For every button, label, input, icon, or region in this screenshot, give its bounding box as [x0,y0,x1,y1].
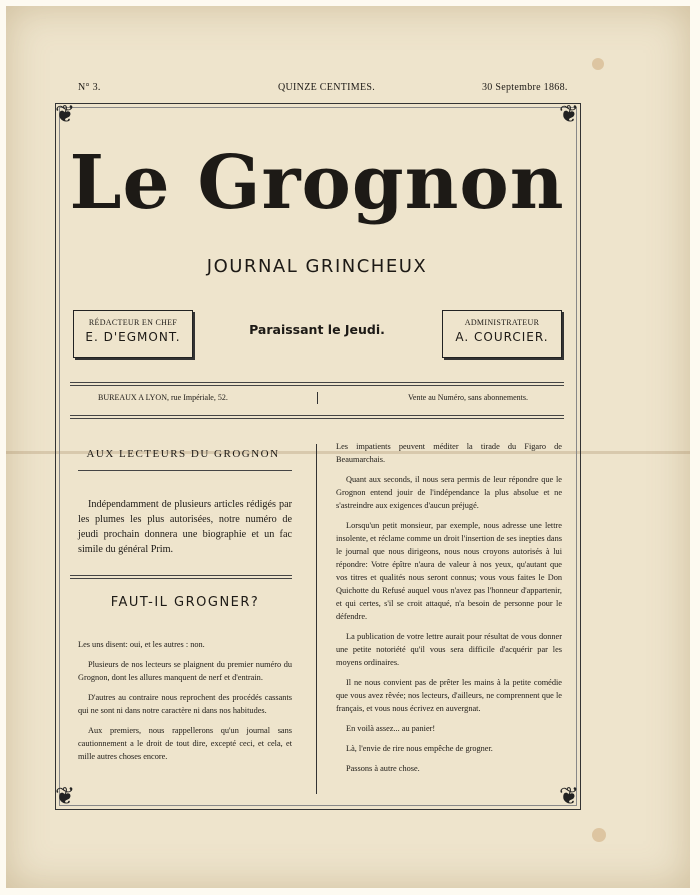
notice-title: AUX LECTEURS DU GROGNON [86,448,280,460]
article-paragraph: Les uns disent: oui, et les autres : non. [78,640,205,649]
divider-rule [70,418,564,419]
sales-info: Vente au Numéro, sans abonnements. [408,393,528,402]
divider-rule [70,385,564,386]
masthead-subtitle: JOURNAL GRINCHEUX [206,256,428,277]
administrator-name: A. COURCIER. [455,330,549,344]
article-paragraph: Lorsqu'un petit monsieur, par exemple, nous adresse une lettre insolente, et réclame comme un droit l'insertion de ses inepties dans le journal que nous dirigeons, nous nous croyons autorisés à lui répondre: Votre épître n'aura de valeur à nos yeux, qu'autant que vos titres et qualités nous seront connus; vous vous faites le Don Quichotte du Refusé auquel vous n'avez pas l'honneur d'appartenir, et qui certes, s'il se croit attaqué, n'a besoin de personne pour le défendre. [336,521,562,621]
divider-rule [70,575,292,576]
corner-ornament-icon: ❦ [558,102,580,128]
article-paragraph: Là, l'envie de rire nous empêche de grogner. [346,744,493,753]
publication-frequency: Paraissant le Jeudi. [249,322,385,337]
divider-rule [70,578,292,579]
article-paragraph: Il ne nous convient pas de prêter les mains à la petite comédie que vous avez rêvée; nos lecteurs, d'ailleurs, ne comprennent que le français, et vous nous écrivez en auvergnat. [336,678,562,713]
offices-address: BUREAUX A LYON, rue Impériale, 52. [98,393,228,402]
notice-text: Indépendamment de plusieurs articles rédigés par les plumes les plus autorisées, notre numéro de jeudi prochain donnera une biographie et un fac simile du général Prim. [78,499,292,555]
editor-name: E. D'EGMONT. [85,330,181,344]
article-paragraph: Plusieurs de nos lecteurs se plaignent du premier numéro du Grognon, dont les allures manquent de nerf et d'entrain. [78,660,292,682]
editor-label: RÉDACTEUR EN CHEF [88,318,178,327]
issue-price: QUINZE CENTIMES. [278,82,376,93]
divider-rule [78,470,292,471]
left-article-body [78,638,292,770]
corner-ornament-icon: ❦ [558,784,580,810]
article-paragraph: D'autres au contraire nous reprochent des procédés cassants qui ne sont ni dans notre caractère ni dans nos habitudes. [78,693,292,715]
right-article-body [336,440,562,782]
article-paragraph: En voilà assez... au panier! [346,724,436,733]
corner-ornament-icon: ❦ [54,784,76,810]
article-title: FAUT-IL GROGNER? [110,595,260,610]
article-paragraph: Passons à autre chose. [346,764,420,773]
paper-stain [592,58,604,70]
masthead-title: Le Grognon [69,140,565,226]
corner-ornament-icon: ❦ [54,102,76,128]
divider-rule [70,382,564,383]
article-paragraph: Les impatients peuvent méditer la tirade du Figaro de Beaumarchais. [336,442,562,464]
issue-number: N° 3. [78,82,101,93]
editor-box [73,310,193,358]
divider-rule [70,415,564,416]
column-separator [316,444,317,794]
article-paragraph: Aux premiers, nous rappellerons qu'un journal sans cautionnement a le droit de tout dire, excepté ceci, et cela, et mille autres choses encore. [78,726,292,761]
administrator-box [442,310,562,358]
issue-date: 30 Septembre 1868. [482,82,568,93]
administrator-label: ADMINISTRATEUR [464,318,540,327]
info-separator [317,392,318,404]
paper-stain [592,828,606,842]
article-paragraph: Quant aux seconds, il nous sera permis de leur répondre que le Grognon entend jouir de l'indépendance la plus absolue et ne s'astreindre aux exigences d'aucun préjugé. [336,475,562,510]
article-paragraph: La publication de votre lettre aurait pour résultat de vous donner une petite notoriété qu'il vous sera difficile d'acquérir par les moyens ordinaires. [336,632,562,667]
